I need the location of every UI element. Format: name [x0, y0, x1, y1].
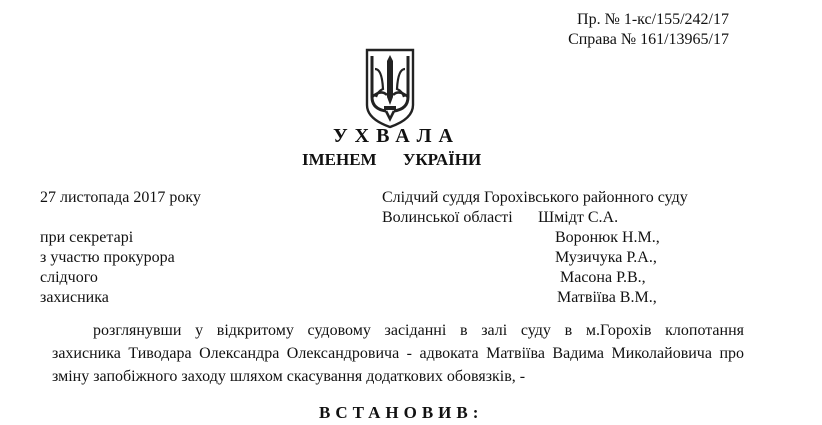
body-line-3: зміну запобіжного заходу шляхом скасування додаткових обовязків, -: [52, 368, 526, 385]
participant-name-prosecutor: Музичука Р.А.,: [555, 249, 657, 266]
court-name-line1: Слідчий суддя Горохівського районного суду: [382, 189, 688, 206]
participant-role-defender: захисника: [40, 289, 109, 306]
judge-name: Шмідт С.А.: [538, 209, 619, 226]
ruling-date: 27 листопада 2017 року: [40, 189, 201, 206]
participant-name-secretary: Воронюк Н.М.,: [555, 229, 660, 246]
body-line-1: розглянувши у відкритому судовому засіданні в залі суду в м.Горохів клопотання: [93, 322, 744, 339]
document-title: УХВАЛА: [333, 125, 460, 147]
participant-role-secretary: при секретарі: [40, 229, 134, 246]
participant-role-investigator: слідчого: [40, 269, 98, 286]
participant-name-investigator: Масона Р.В.,: [560, 269, 646, 286]
body-line-2: захисника Тиводара Олександра Олександровича - адвоката Матвіїва Вадима Миколайовича про: [52, 345, 744, 362]
coat-of-arms-emblem: [364, 47, 416, 129]
document-subtitle: ІМЕНЕМ УКРАЇНИ: [302, 150, 482, 169]
court-name-line2: Волинської області: [382, 209, 513, 226]
case-number: Справа № 161/13965/17: [568, 31, 729, 48]
section-heading: ВСТАНОВИВ:: [319, 403, 484, 422]
participant-name-defender: Матвіїва В.М.,: [557, 289, 657, 306]
participant-role-prosecutor: з участю прокурора: [40, 249, 175, 266]
proceeding-number: Пр. № 1-кс/155/242/17: [577, 11, 729, 28]
